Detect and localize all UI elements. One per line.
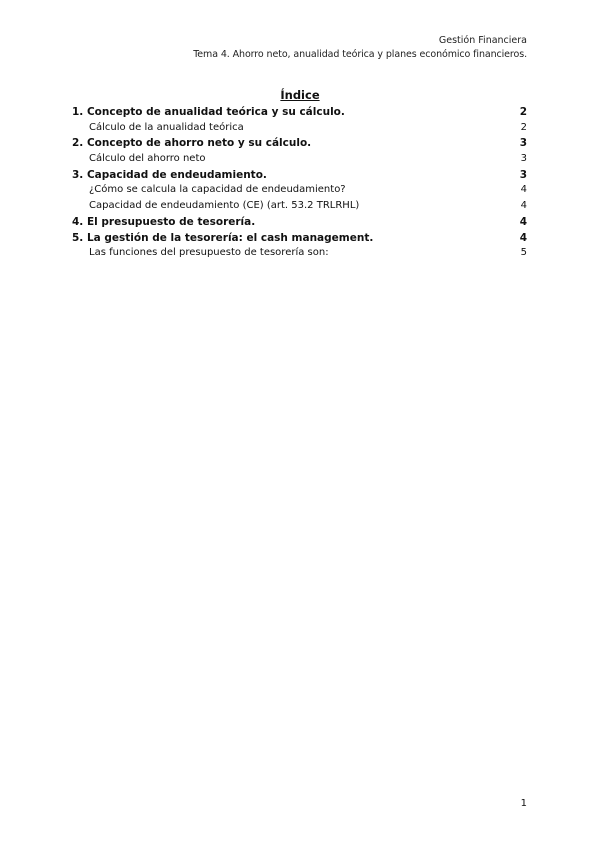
toc-title: Índice bbox=[280, 88, 320, 102]
toc-entry-text: Cálculo del ahorro neto bbox=[89, 153, 206, 165]
toc-entry[interactable] bbox=[72, 232, 527, 248]
toc-entry-page: 4 bbox=[520, 184, 527, 196]
toc-entry-text: Capacidad de endeudamiento (CE) (art. 53.2 TRLRHL) bbox=[89, 200, 360, 212]
toc-entry[interactable] bbox=[72, 122, 527, 138]
toc-entry-text: 4. El presupuesto de tesorería. bbox=[72, 215, 256, 228]
toc-entry[interactable] bbox=[72, 200, 527, 216]
toc-entry[interactable] bbox=[72, 137, 527, 153]
toc-entry[interactable] bbox=[72, 247, 527, 263]
toc-entry-page: 2 bbox=[519, 106, 527, 118]
toc-entry-text: 2. Concepto de ahorro neto y su cálculo. bbox=[72, 137, 312, 150]
toc-entry-page: 3 bbox=[519, 137, 527, 150]
toc-entry[interactable] bbox=[72, 169, 527, 185]
toc-entry-page: 5 bbox=[520, 247, 527, 259]
table-of-contents bbox=[72, 106, 527, 263]
page-header bbox=[193, 34, 527, 62]
toc-entry-text: 3. Capacidad de endeudamiento. bbox=[72, 168, 267, 181]
toc-entry-page: 4 bbox=[519, 215, 527, 228]
header-subtitle: Tema 4. Ahorro neto, anualidad teórica y planes económico financieros. bbox=[193, 49, 527, 60]
header-title: Gestión Financiera bbox=[438, 35, 527, 46]
toc-entry-page: 3 bbox=[520, 153, 527, 165]
toc-entry[interactable] bbox=[72, 216, 527, 232]
toc-entry-page: 4 bbox=[520, 200, 527, 212]
toc-entry-page: 3 bbox=[519, 168, 527, 181]
page-number: 1 bbox=[520, 798, 527, 809]
toc-entry[interactable] bbox=[72, 184, 527, 200]
toc-entry-text: ¿Cómo se calcula la capacidad de endeudamiento? bbox=[89, 184, 346, 196]
toc-entry-page: 2 bbox=[520, 121, 527, 133]
toc-entry-text: 5. La gestión de la tesorería: el cash management. bbox=[72, 231, 374, 244]
toc-entry[interactable] bbox=[72, 153, 527, 169]
toc-entry-text: Las funciones del presupuesto de tesorería son: bbox=[89, 247, 329, 259]
toc-entry-page: 4 bbox=[519, 231, 527, 244]
toc-entry-text: Cálculo de la anualidad teórica bbox=[89, 121, 244, 133]
toc-entry-text: 1. Concepto de anualidad teórica y su cálculo. bbox=[72, 106, 345, 118]
toc-entry[interactable] bbox=[72, 106, 527, 122]
